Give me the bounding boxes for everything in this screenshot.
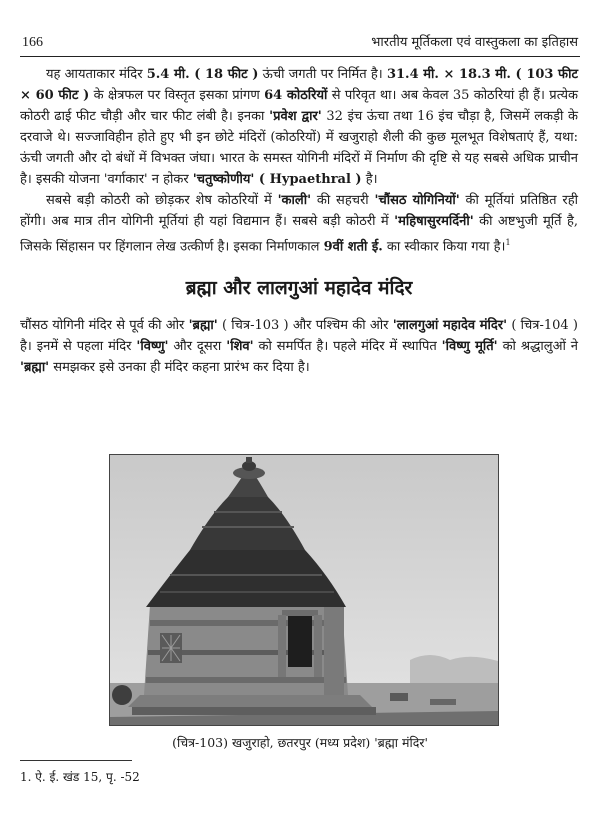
text-run: के क्षेत्रफल पर विस्तृत इसका प्रांगण bbox=[89, 88, 265, 103]
bold-run: 'प्रवेश द्वार' bbox=[269, 109, 322, 124]
text-run: यह आयताकार मंदिर bbox=[46, 67, 147, 82]
text-run: ऊंची जगती पर निर्मित है। bbox=[258, 67, 387, 82]
text-run: ( चित्र-103 ) और पश्चिम की ओर bbox=[217, 318, 393, 334]
bold-run: 'विष्णु मूर्ति' bbox=[441, 339, 498, 355]
bold-run: 'विष्णु' bbox=[136, 339, 169, 355]
text-run: सबसे बड़ी कोठरी को छोड़कर शेष कोठरियों में bbox=[46, 193, 278, 208]
bold-run: 'ब्रह्मा' bbox=[20, 360, 50, 376]
text-run: समझकर इसे उनका ही मंदिर कहना प्रारंभ कर दिया है। bbox=[49, 360, 310, 376]
text-run: की मूर्तियां प्रतिष्ठित रही होंगी। अब मात्र तीन योगिनी मूर्तियां ही यहां विद्यमान हैं। सबसे बड़ी कोठरी में bbox=[20, 193, 578, 229]
page-number: 166 bbox=[22, 35, 43, 50]
running-title: भारतीय मूर्तिकला एवं वास्तुकला का इतिहास bbox=[371, 35, 578, 50]
figure-caption: (चित्र-103) खजुराहो, छतरपुर (मध्य प्रदेश) 'ब्रह्मा मंदिर' bbox=[172, 735, 428, 750]
temple-photo-icon bbox=[110, 455, 498, 725]
bold-run: 9वीं शती ई. bbox=[323, 239, 383, 255]
text-run: की अष्टभुजी मूर्ति है, जिसके सिंहासन पर हिंगलान लेख उत्कीर्ण है। इसका निर्माणकाल bbox=[20, 214, 578, 255]
page-content bbox=[20, 64, 578, 378]
bold-run: 'लालगुआं महादेव मंदिर' bbox=[392, 318, 508, 334]
footnote-marker: 1 bbox=[505, 238, 511, 247]
bold-run: 'महिषासुरमर्दिनी' bbox=[394, 214, 474, 229]
footnote-divider bbox=[20, 760, 132, 761]
text-run: चौंसठ योगिनी मंदिर से पूर्व की ओर bbox=[20, 318, 189, 334]
text-run: का स्वीकार किया गया है। bbox=[382, 239, 506, 255]
temple-photo bbox=[109, 454, 499, 726]
text-run: को श्रद्धालुओं ने bbox=[497, 339, 578, 355]
paragraph-1 bbox=[20, 64, 578, 190]
text-run: 32 इंच ऊंचा तथा 16 इंच चौड़ा है, जिसमें लकड़ी के दरवाजे थे। सज्जाविहीन होते हुए भी इन छोटे मंदिरों (कोठरियों) में खजुराहो शैली की कुछ मूलभूत विशेषताएं हैं, यथा: ऊंची जगती और दो बंधों में विभक्त जंघा। भारत के समस्त योगिनी मंदिरों में निर्माण की दृष्टि से यह सबसे अधिक प्राचीन है। इसकी योजना 'वर्गाकार' न होकर bbox=[20, 109, 579, 187]
text-run: और दूसरा bbox=[168, 339, 227, 355]
bold-run: 'चौंसठ योगिनियों' bbox=[374, 193, 460, 208]
bold-run: 'चतुष्कोणीय' ( Hypaethral ) bbox=[192, 172, 362, 187]
bold-run: 64 कोठरियों bbox=[264, 88, 328, 103]
bold-run: 'ब्रह्मा' bbox=[188, 318, 218, 334]
bold-run: 'शिव' bbox=[226, 339, 254, 355]
bold-run: 31.4 मी. × 18.3 मी. ( 103 फीट × 60 फीट ) bbox=[20, 67, 579, 103]
text-run: को समर्पित है। पहले मंदिर में स्थापित bbox=[253, 339, 442, 355]
paragraph-2 bbox=[20, 190, 578, 257]
text-run: ( चित्र-104 ) है। इनमें से पहला मंदिर bbox=[20, 318, 578, 355]
section-heading: ब्रह्मा और लालगुआं महादेव मंदिर bbox=[185, 277, 413, 300]
footnote: 1. ऐ. ई. खंड 15, पृ. -52 bbox=[20, 770, 140, 784]
bold-run: 5.4 मी. ( 18 फीट ) bbox=[146, 67, 259, 82]
text-run: है। bbox=[361, 172, 378, 187]
page-header bbox=[20, 34, 580, 57]
text-run: की सहचरी bbox=[311, 193, 375, 208]
bold-run: 'काली' bbox=[277, 193, 312, 208]
text-run: से परिवृत था। अब केवल 35 कोठरियां ही हैं। प्रत्येक कोठरी ढाई फीट चौड़ी और चार फीट लंबी है। इनका bbox=[20, 88, 578, 124]
paragraph-3 bbox=[20, 315, 578, 378]
